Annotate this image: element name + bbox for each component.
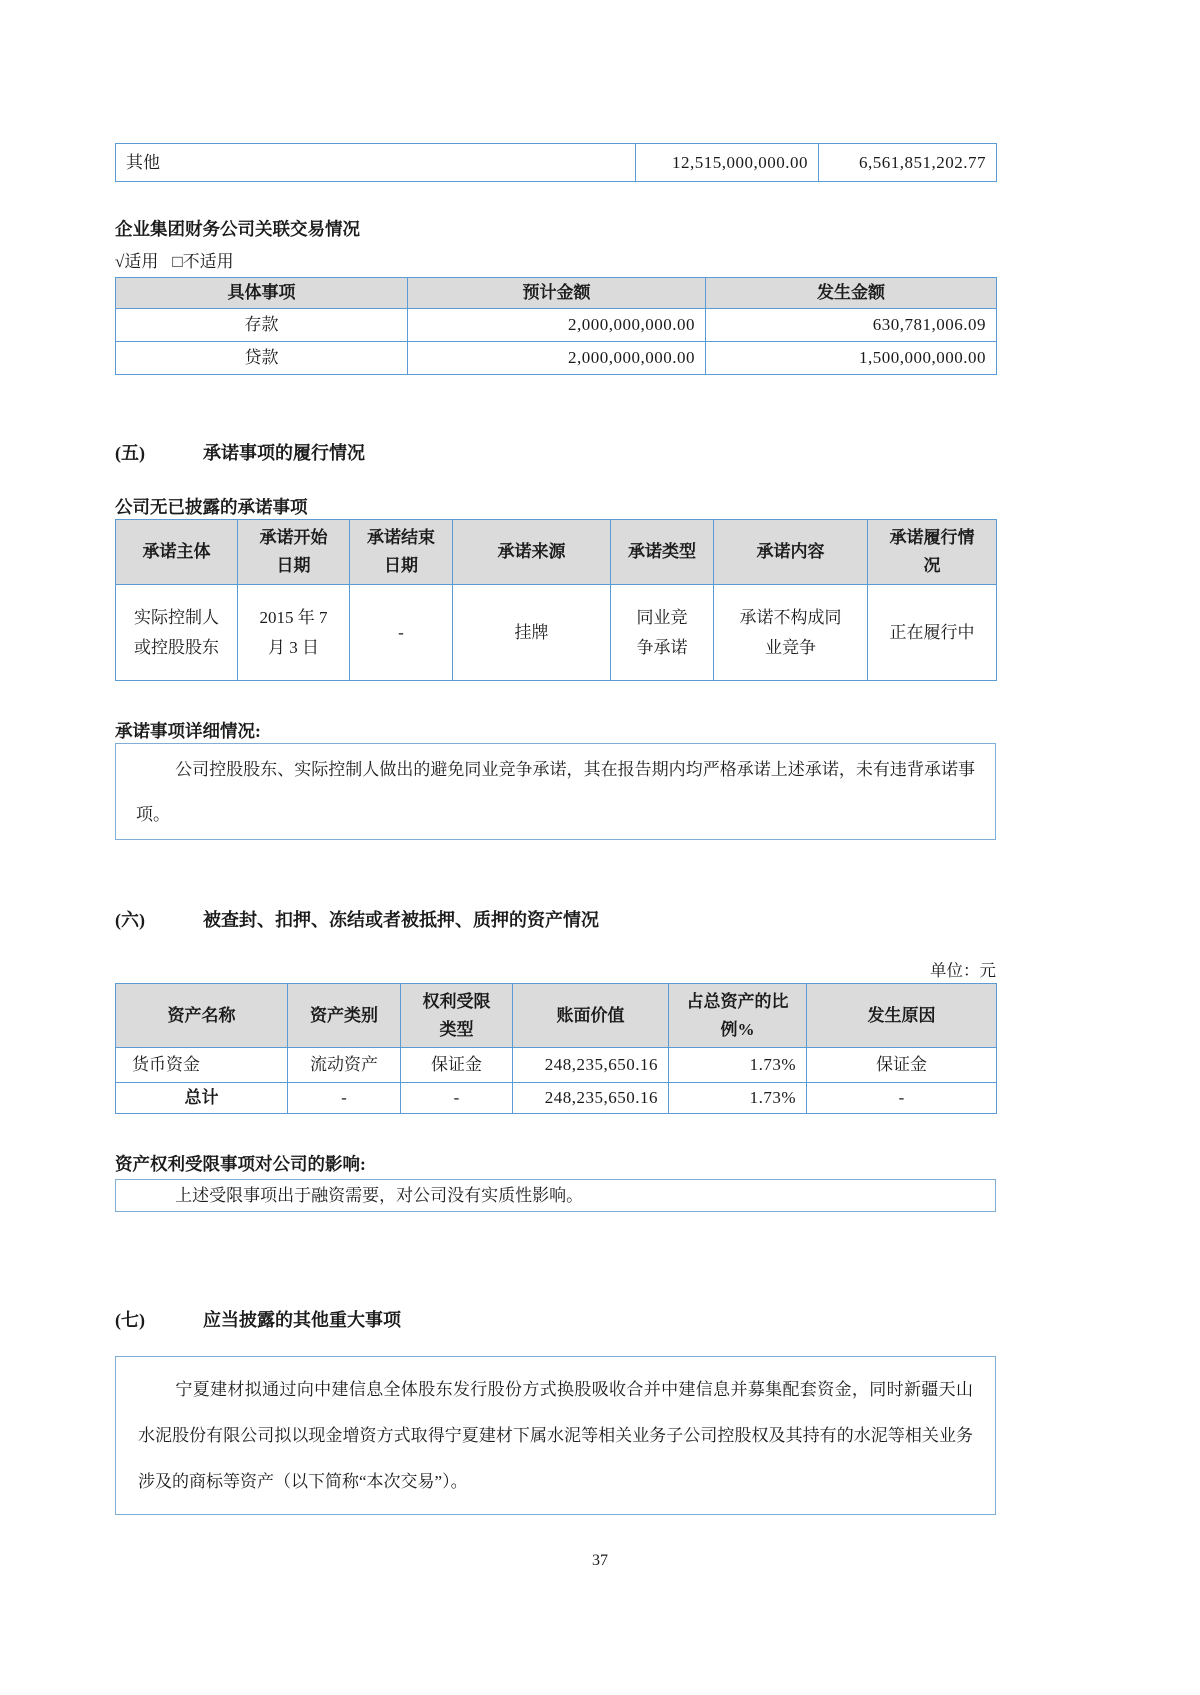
header-cell: 账面价值 [513,984,669,1048]
actual-amount-cell: 630,781,006.09 [706,309,997,342]
commitment-party-cell: 实际控制人或控股股东 [116,585,238,681]
type-cell: 同业竞争承诺 [611,585,714,681]
actual-amount-cell: 1,500,000,000.00 [706,342,997,375]
commitment-detail-box: 公司控股股东、实际控制人做出的避免同业竞争承诺，其在报告期内均严格承诺上述承诺，未有违背承诺事项。 [115,743,996,840]
item-cell: 贷款 [116,342,408,375]
restriction-type-cell: 保证金 [401,1048,513,1083]
page-content [115,0,996,1515]
related-transactions-continued-table [115,143,997,182]
applicable-checkbox-checked: √适用 [115,252,159,271]
restricted-assets-table [115,983,997,1114]
header-cell: 占总资产的比例% [669,984,807,1048]
source-cell: 挂牌 [453,585,611,681]
finance-company-table [115,277,997,375]
reason-cell: 保证金 [807,1048,997,1083]
book-value-cell: 248,235,650.16 [513,1083,669,1114]
section-title: 应当披露的其他重大事项 [203,1310,401,1330]
table-row [116,309,997,342]
section-7-heading [115,1307,996,1333]
start-date-cell: 2015 年 7 月 3 日 [238,585,350,681]
restriction-type-cell: - [401,1083,513,1114]
asset-name-cell: 货币资金 [116,1048,288,1083]
restriction-impact-box: 上述受限事项出于融资需要，对公司没有实质性影响。 [115,1179,996,1212]
commitments-note: 公司无已披露的承诺事项 [115,497,308,517]
asset-class-cell: 流动资产 [288,1048,401,1083]
section-6-heading [115,907,996,933]
restriction-impact-label: 资产权利受限事项对公司的影响: [115,1154,366,1174]
table-row [116,144,997,182]
actual-amount-cell: 6,561,851,202.77 [819,144,997,182]
table-row [116,1048,997,1083]
commitments-table [115,519,997,681]
header-cell: 承诺来源 [453,520,611,585]
header-cell: 发生原因 [807,984,997,1048]
table-header-row [116,984,997,1048]
estimated-amount-cell: 2,000,000,000.00 [408,342,706,375]
header-cell: 发生金额 [706,278,997,309]
section-number: (五) [115,443,145,463]
book-value-cell: 248,235,650.16 [513,1048,669,1083]
header-cell: 资产类别 [288,984,401,1048]
not-applicable-checkbox: □不适用 [172,252,234,271]
ratio-cell: 1.73% [669,1083,807,1114]
header-cell: 承诺履行情况 [868,520,997,585]
header-cell: 权利受限类型 [401,984,513,1048]
estimated-amount-cell: 12,515,000,000.00 [636,144,819,182]
end-date-cell: - [350,585,453,681]
estimated-amount-cell: 2,000,000,000.00 [408,309,706,342]
status-cell: 正在履行中 [868,585,997,681]
section-5-heading [115,440,996,466]
row-label-cell: 其他 [116,144,636,182]
table-header-row [116,278,997,309]
other-major-matters-box: 宁夏建材拟通过向中建信息全体股东发行股份方式换股吸收合并中建信息并募集配套资金，同时新疆天山水泥股份有限公司拟以现金增资方式取得宁夏建材下属水泥等相关业务子公司控股权及其持有的水泥等相关业务涉及的商标等资产（以下简称“本次交易”）。 [115,1356,996,1515]
unit-label: 单位：元 [930,961,996,980]
table-row [116,1083,997,1114]
header-cell: 承诺内容 [714,520,868,585]
header-cell: 承诺结束日期 [350,520,453,585]
commitment-detail-label: 承诺事项详细情况: [115,721,261,741]
item-cell: 存款 [116,309,408,342]
total-label-cell: 总计 [116,1083,288,1114]
page-number: 37 [592,1552,608,1569]
applicability-line [115,250,996,274]
header-cell: 预计金额 [408,278,706,309]
table-row [116,342,997,375]
reason-cell: - [807,1083,997,1114]
table-row [116,585,997,681]
finance-company-heading: 企业集团财务公司关联交易情况 [115,219,360,239]
header-cell: 承诺类型 [611,520,714,585]
header-cell: 资产名称 [116,984,288,1048]
table-header-row [116,520,997,585]
section-number: (七) [115,1310,145,1330]
section-title: 被查封、扣押、冻结或者被抵押、质押的资产情况 [203,910,599,930]
ratio-cell: 1.73% [669,1048,807,1083]
content-cell: 承诺不构成同业竞争 [714,585,868,681]
header-cell: 具体事项 [116,278,408,309]
header-cell: 承诺主体 [116,520,238,585]
header-cell: 承诺开始日期 [238,520,350,585]
section-number: (六) [115,910,145,930]
asset-class-cell: - [288,1083,401,1114]
section-title: 承诺事项的履行情况 [203,443,365,463]
